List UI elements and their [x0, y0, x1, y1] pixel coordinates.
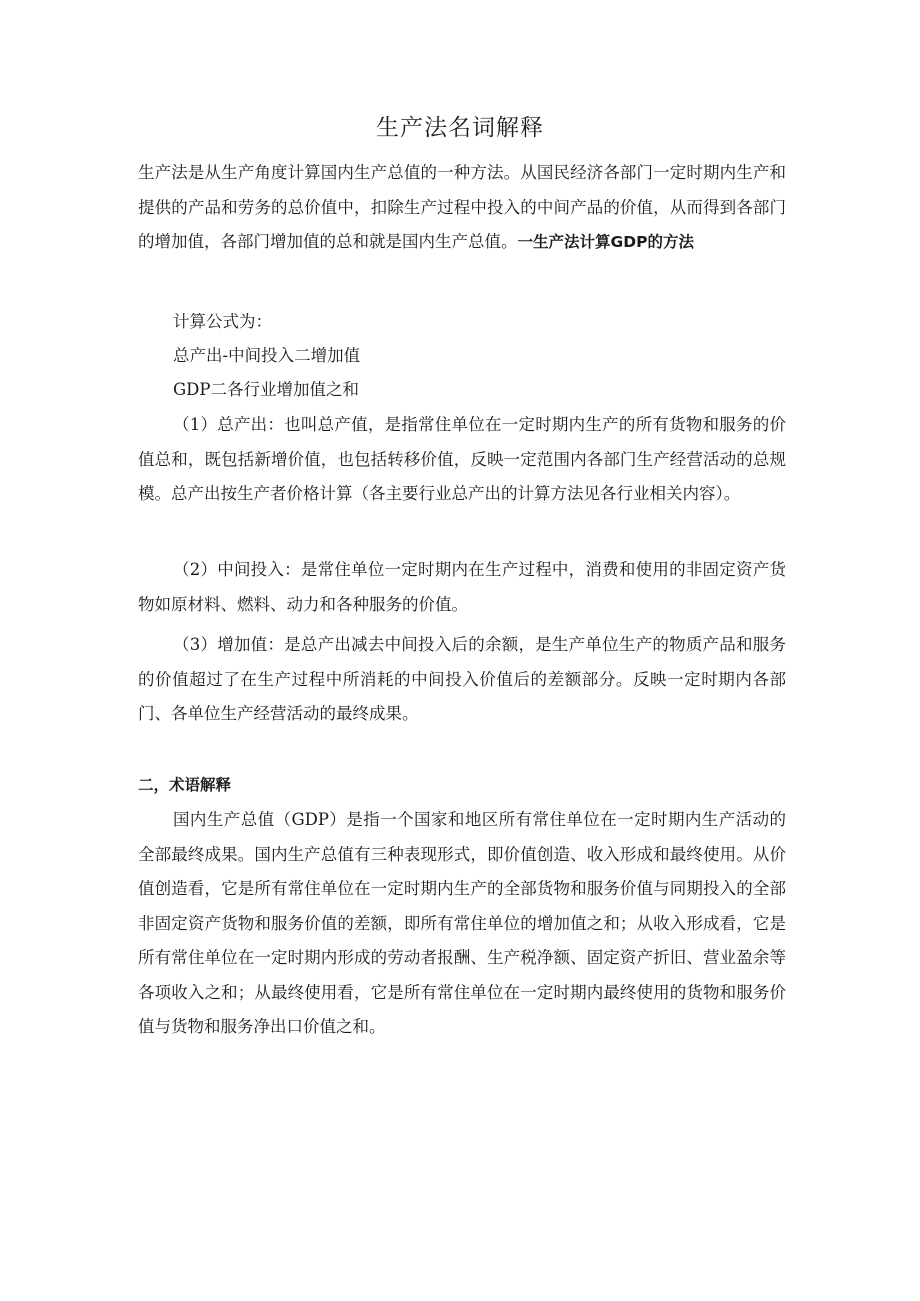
gdp-definition-paragraph: 国内生产总值（GDP）是指一个国家和地区所有常住单位在一定时期内生产活动的全部最终成果。国内生产总值有三种表现形式，即价值创造、收入形成和最终使用。从价值创造看，它是所有常住单位在一定时期内生产的全部货物和服务价值与同期投入的全部非固定资产货物和服务价值的差额，即所有常住单位的增加值之和；从收入形成看，它是所有常住单位在一定时期内形成的劳动者报酬、生产税净额、固定资产折旧、营业盈余等各项收入之和；从最终使用看，它是所有常住单位在一定时期内最终使用的货物和服务价值与货物和服务净出口价值之和。	[138, 810, 786, 1036]
section1-heading: 一生产法计算GDP的方法	[517, 233, 694, 251]
intro-text: 生产法是从生产角度计算国内生产总值的一种方法。从国民经济各部门一定时期内生产和提供的产品和劳务的总价值中，扣除生产过程中投入的中间产品的价值，从而得到各部门的增加值，各部门增加值的总和就是国内生产总值。	[138, 163, 786, 251]
formula-line-2: GDP二各行业增加值之和	[173, 380, 360, 399]
formula-label: 计算公式为：	[173, 312, 272, 331]
item-intermediate-input: （2）中间投入：是常住单位一定时期内在生产过程中，消费和使用的非固定资产货物如原材料、燃料、动力和各种服务的价值。	[138, 560, 786, 614]
formula-line-1: 总产出-中间投入二增加值	[173, 346, 361, 365]
intro-paragraph	[138, 156, 786, 260]
section2-heading: 二，术语解释	[138, 776, 232, 794]
item-total-output: （1）总产出：也叫总产值，是指常住单位在一定时期内生产的所有货物和服务的价值总和，既包括新增价值，也包括转移价值，反映一定范围内各部门生产经营活动的总规模。总产出按生产者价格计算（各主要行业总产出的计算方法见各行业相关内容）。	[138, 415, 786, 503]
document-title: 生产法名词解释	[376, 115, 544, 141]
item-value-added: （3）增加值：是总产出减去中间投入后的余额，是生产单位生产的物质产品和服务的价值超过了在生产过程中所消耗的中间投入价值后的差额部分。反映一定时期内各部门、各单位生产经营活动的最终成果。	[138, 635, 786, 723]
